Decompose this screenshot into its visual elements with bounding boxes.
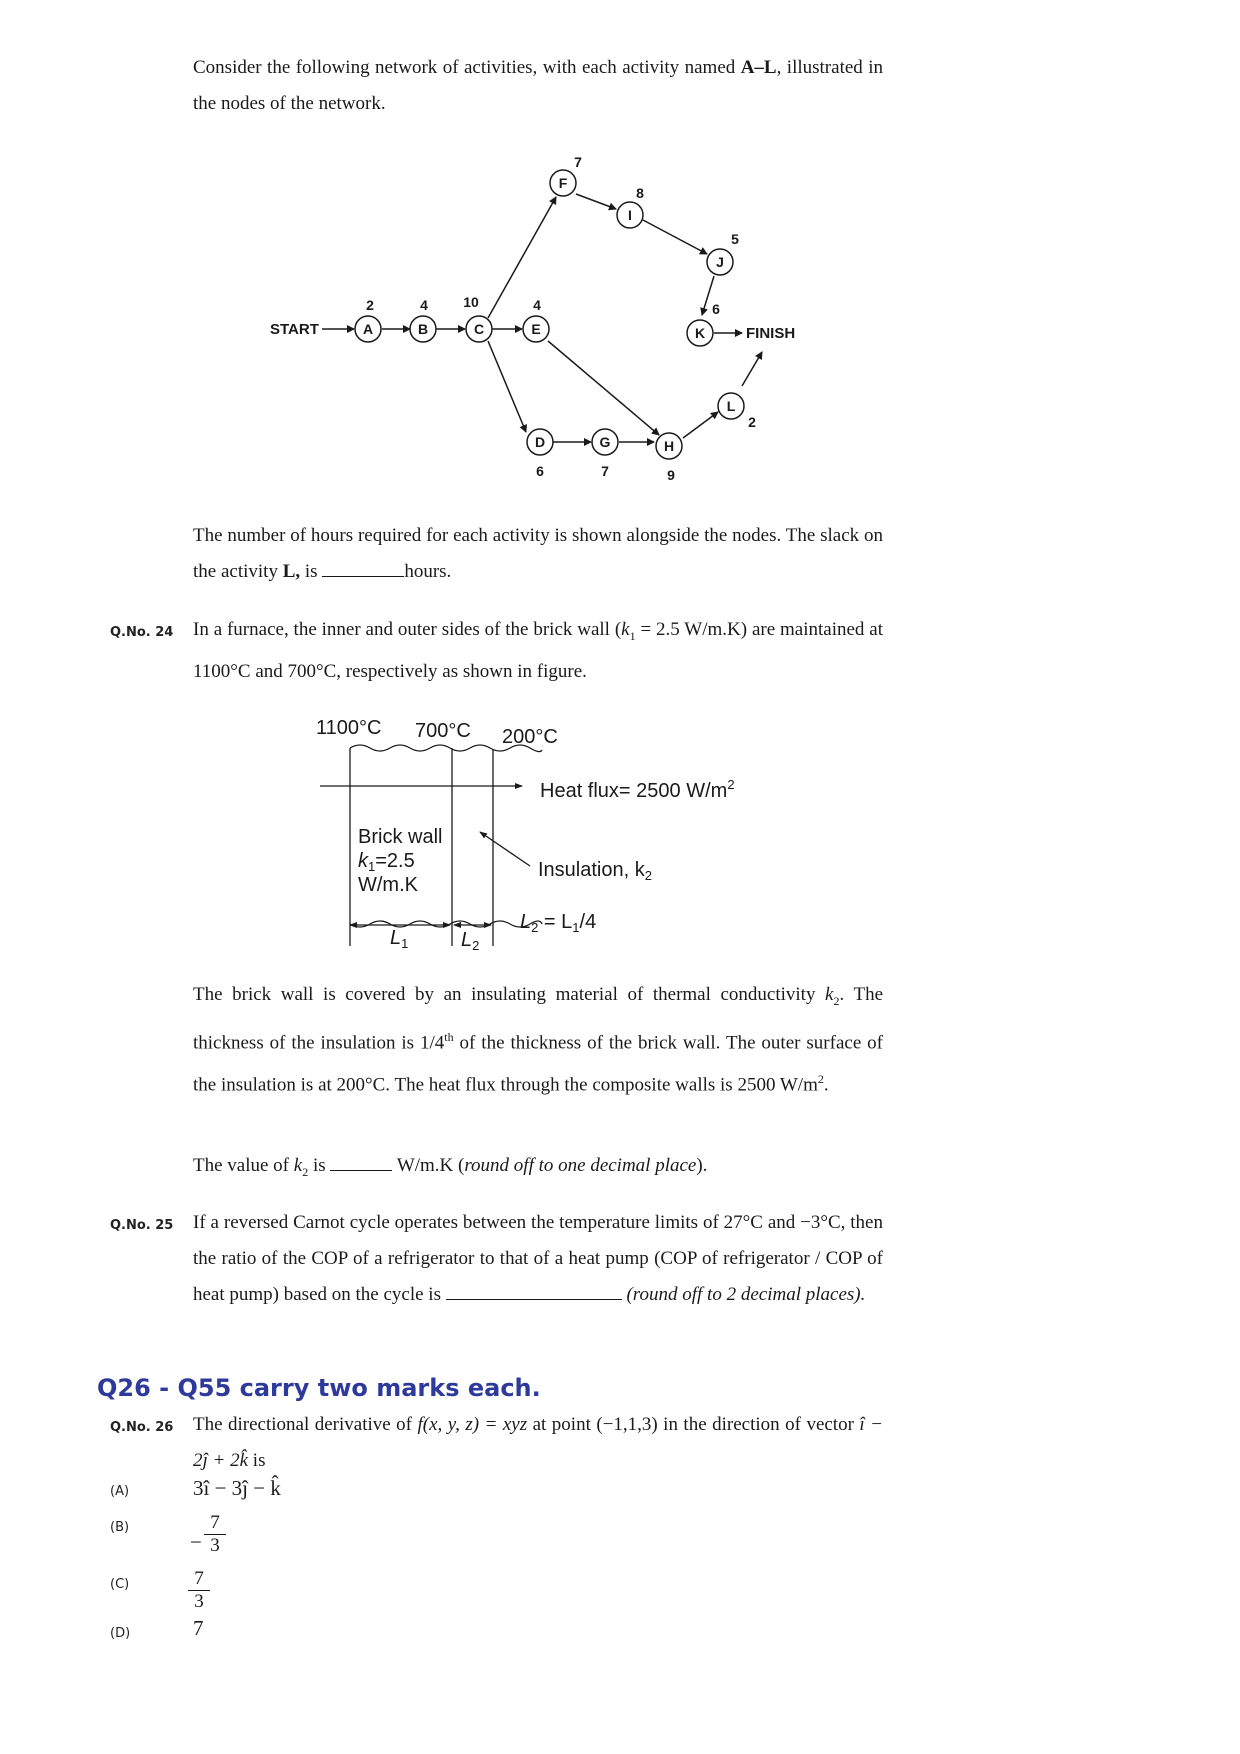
hours-E: 4	[533, 297, 541, 313]
q24-para2-b: . The thickness of the insulation is 1/4	[193, 984, 883, 1054]
brick-k: k	[358, 850, 368, 872]
q25-text	[193, 1205, 883, 1313]
heat-flux-sup: 2	[727, 777, 735, 792]
hours-L: 2	[748, 414, 756, 430]
q24-para2-sup: 2	[817, 1072, 824, 1087]
brick-label-3: W/m.K	[358, 874, 418, 896]
hours-G: 7	[601, 463, 609, 479]
temp-interface: 700°C	[415, 720, 471, 742]
q23-intro-bold: A–L	[740, 57, 777, 78]
insulation-label	[538, 859, 652, 883]
section-heading: Q26 - Q55 carry two marks each.	[97, 1374, 541, 1402]
option-c-label[interactable]: (C)	[110, 1577, 130, 1592]
option-a-label[interactable]: (A)	[110, 1484, 130, 1499]
node-H-label: H	[663, 438, 675, 454]
option-b-fraction[interactable]	[204, 1512, 226, 1557]
node-G-label: G	[599, 434, 611, 450]
brick-label-2	[358, 850, 415, 874]
l-rel: L	[520, 911, 532, 933]
l-rel-sub: 2	[531, 920, 539, 935]
network-start-label: START	[270, 321, 319, 338]
q26-text	[193, 1407, 883, 1479]
answer-blank[interactable]	[446, 1281, 622, 1300]
option-b-sign[interactable]: −	[190, 1530, 202, 1554]
q24-text-b: = 2.5 W/m.K) are maintained at 1100°C and 700°C, respectively as shown in figure.	[193, 619, 883, 682]
node-D-label: D	[534, 434, 546, 450]
activity-network-diagram	[0, 0, 1240, 500]
hours-I: 8	[636, 185, 644, 201]
node-J-label: J	[716, 254, 724, 270]
q26-number: Q.No. 26	[110, 1420, 174, 1435]
q24-value-b: is	[308, 1155, 326, 1176]
brick-k-rest: =2.5	[375, 850, 415, 872]
q24-para2-a: The brick wall is covered by an insulating material of thermal conductivity	[193, 984, 826, 1005]
option-c-fraction[interactable]	[188, 1568, 210, 1613]
q25-text-italic: (round off to 2 decimal places).	[626, 1284, 866, 1305]
q25-text-a: If a reversed Carnot cycle operates between the temperature limits of 27°C and −3°C, then the ratio of the COP of a refrigerator to that of a heat pump (COP of refrigerator / COP of heat pump) based on the cycle is	[193, 1212, 883, 1305]
q25-number: Q.No. 25	[110, 1218, 174, 1233]
q26-text-c: is	[248, 1450, 266, 1471]
q24-number: Q.No. 24	[110, 625, 174, 640]
node-F-label: F	[558, 175, 568, 191]
option-a-value[interactable]: 3î − 3ĵ − k̂	[193, 1476, 281, 1500]
insulation-sub: 2	[644, 868, 652, 883]
brick-label-1: Brick wall	[358, 826, 443, 848]
thickness-relation	[520, 911, 596, 935]
q24-para2-th: th	[444, 1029, 454, 1044]
q24-value-line	[193, 1148, 883, 1190]
q23-intro-text-2: , illustrated in the nodes of the network.	[193, 57, 883, 114]
q24-value-italic: round off to one decimal place	[464, 1155, 697, 1176]
q24-text	[193, 612, 883, 690]
heat-flux-text: Heat flux= 2500 W/m	[540, 780, 728, 802]
node-A-label: A	[362, 321, 374, 337]
l1-label	[390, 927, 408, 951]
q24-para2-c: of the thickness of the brick wall. The outer surface of the insulation is at 200°C. The heat flux through the composite walls is 2500 W/m	[193, 1032, 883, 1096]
q24-text-a: In a furnace, the inner and outer sides of the brick wall (	[193, 619, 622, 640]
hours-J: 5	[731, 231, 739, 247]
heat-flux-label	[540, 777, 735, 802]
l-rel-rest: = L	[538, 911, 573, 933]
option-c-numerator: 7	[194, 1568, 204, 1589]
node-E-label: E	[531, 321, 541, 337]
hours-B: 4	[420, 297, 428, 313]
q23-text-3: hours.	[404, 561, 452, 582]
hours-H: 9	[667, 467, 675, 483]
network-finish-label: FINISH	[746, 325, 796, 342]
option-d-value[interactable]: 7	[193, 1616, 204, 1640]
node-C-label: C	[473, 321, 485, 337]
answer-blank[interactable]	[330, 1152, 392, 1171]
q23-intro-text: Consider the following network of activities, with each activity named	[193, 57, 741, 78]
node-I-label: I	[628, 207, 632, 223]
l2: L	[461, 929, 473, 951]
q26-text-a: The directional derivative of	[193, 1414, 418, 1435]
node-B-label: B	[417, 321, 429, 337]
q23-question	[193, 518, 883, 590]
option-b-label[interactable]: (B)	[110, 1520, 130, 1535]
q24-value-k-sub: 2	[302, 1164, 309, 1179]
q26-function: f(x, y, z) = xyz	[417, 1414, 528, 1435]
q24-value-c: W/m.K (	[396, 1155, 465, 1176]
hours-D: 6	[536, 463, 544, 479]
q23-bold: L,	[282, 561, 301, 582]
q24-value-a: The value of	[193, 1155, 294, 1176]
node-K-label: K	[694, 325, 706, 341]
option-d-label[interactable]: (D)	[110, 1626, 131, 1641]
q24-para2-d: .	[823, 1074, 829, 1096]
q24-k1: k	[621, 619, 630, 640]
hours-F: 7	[574, 154, 582, 170]
q24-paragraph-2	[193, 977, 883, 1103]
q24-value-k: k	[293, 1155, 303, 1176]
temp-inner: 1100°C	[316, 717, 382, 739]
q26-vector: î − 2ĵ + 2k̂	[193, 1414, 883, 1471]
option-b-denominator: 3	[210, 1535, 220, 1556]
hours-C: 10	[463, 294, 479, 310]
q24-para2-k2: k	[825, 984, 834, 1005]
q24-k1-sub: 1	[629, 628, 636, 643]
q24-para2-k2-sub: 2	[833, 993, 840, 1008]
option-b-numerator: 7	[210, 1512, 220, 1533]
hours-K: 6	[712, 301, 720, 317]
l2-label	[461, 929, 479, 953]
q24-value-d: ).	[696, 1155, 708, 1176]
option-c-denominator: 3	[194, 1591, 204, 1612]
composite-wall-figure	[0, 700, 1240, 960]
l-rel-sub2: 1	[572, 920, 580, 935]
l2-sub: 2	[472, 938, 480, 953]
l-rel-tail: /4	[579, 911, 597, 933]
node-L-label: L	[726, 398, 736, 414]
q23-text-2: is	[300, 561, 318, 582]
hours-A: 2	[366, 297, 374, 313]
q23-text: The number of hours required for each activity is shown alongside the nodes. The slack on the activity	[193, 525, 883, 582]
q26-text-b: at point (−1,1,3) in the direction of vector	[527, 1414, 860, 1435]
temp-outer: 200°C	[502, 726, 558, 748]
brick-k-sub: 1	[368, 859, 376, 874]
l1-sub: 1	[401, 936, 409, 951]
l1: L	[390, 927, 402, 949]
insulation-text: Insulation, k	[538, 859, 645, 881]
answer-blank[interactable]	[322, 558, 404, 577]
